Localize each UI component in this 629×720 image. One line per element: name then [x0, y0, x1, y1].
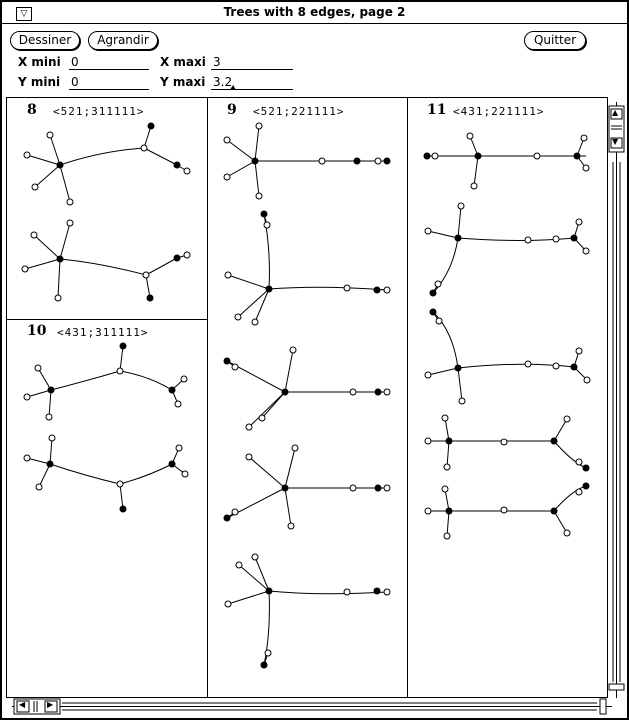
tree-node-open — [49, 435, 55, 441]
tree-node-open — [117, 368, 123, 374]
scroll-right-icon[interactable]: ▶ — [47, 700, 54, 709]
tree-node-open — [288, 523, 294, 529]
tree-node-open — [553, 236, 559, 242]
tree-node-open — [525, 237, 531, 243]
tree-node-filled — [174, 162, 180, 168]
cell-signature: <521;221111> — [253, 105, 345, 118]
cell-number: 8 — [27, 102, 37, 118]
scroll-left-icon[interactable]: ◀ — [19, 700, 26, 709]
tree-node-filled — [583, 465, 589, 471]
tree-node-filled — [120, 343, 126, 349]
tree-node-open — [36, 484, 42, 490]
tree-edge — [255, 289, 269, 322]
enlarge-button[interactable]: Agrandir — [88, 31, 158, 50]
tree-node-open — [576, 459, 582, 465]
tree-node-open — [501, 439, 507, 445]
tree-node-open — [184, 252, 190, 258]
tree-edge — [447, 511, 449, 536]
tree-edge — [255, 557, 269, 591]
tree-edge — [27, 390, 51, 397]
tree-edge — [255, 161, 259, 196]
title-bar — [2, 2, 627, 24]
tree-edge — [51, 371, 120, 390]
tree-node-open — [35, 365, 41, 371]
y-max-label: Y maxi — [160, 75, 206, 89]
tree-node-filled — [224, 358, 230, 364]
tree-edge — [255, 126, 259, 161]
tree-node-filled — [455, 235, 461, 241]
tree-node-open — [553, 363, 559, 369]
tree-edge — [285, 488, 291, 526]
tree-edge — [269, 287, 387, 290]
tree-node-open — [24, 394, 30, 400]
tree-node-open — [32, 184, 38, 190]
tree-edge — [60, 165, 70, 202]
tree-node-open — [471, 183, 477, 189]
tree-node-filled — [430, 309, 436, 315]
tree-node-filled — [266, 286, 272, 292]
tree-edge — [285, 448, 295, 488]
horizontal-scrollbar[interactable] — [12, 698, 612, 715]
tree-node-open — [425, 508, 431, 514]
tree-node-filled — [551, 438, 557, 444]
tree-edge — [554, 419, 567, 441]
tree-node-filled — [571, 364, 577, 370]
tree-edge — [38, 368, 51, 390]
tree-node-open — [46, 414, 52, 420]
tree-node-filled — [455, 365, 461, 371]
cell-number: 10 — [27, 323, 47, 339]
tree-edge — [445, 418, 449, 441]
tree-node-filled — [174, 255, 180, 261]
tree-node-filled — [48, 387, 54, 393]
x-max-input[interactable]: 3 — [211, 55, 293, 70]
tree-edge — [228, 275, 269, 289]
tree-node-filled — [169, 387, 175, 393]
y-max-input[interactable]: 3.2 — [211, 75, 293, 90]
tree-node-filled — [57, 162, 63, 168]
tree-node-filled — [375, 389, 381, 395]
tree-node-open — [442, 415, 448, 421]
tree-edge — [146, 275, 150, 298]
tree-node-open — [290, 347, 296, 353]
tree-node-open — [435, 281, 441, 287]
tree-node-open — [576, 348, 582, 354]
tree-node-open — [176, 445, 182, 451]
tree-node-filled — [261, 211, 267, 217]
tree-node-filled — [147, 295, 153, 301]
tree-node-filled — [446, 508, 452, 514]
tree-edge — [428, 368, 458, 375]
tree-edge — [458, 206, 461, 238]
draw-button[interactable]: Dessiner — [10, 31, 80, 50]
tree-node-open — [256, 123, 262, 129]
tree-edge — [60, 148, 144, 165]
drawing-canvas[interactable] — [6, 97, 608, 698]
tree-edge — [238, 289, 269, 317]
tree-edge — [474, 156, 478, 186]
tree-edge — [120, 371, 172, 390]
tree-node-filled — [148, 123, 154, 129]
tree-node-open — [384, 389, 390, 395]
tree-node-open — [264, 222, 270, 228]
tree-node-open — [256, 193, 262, 199]
tree-node-filled — [57, 256, 63, 262]
vertical-scrollbar[interactable] — [608, 102, 625, 698]
tree-edge — [35, 165, 60, 187]
tree-node-open — [252, 554, 258, 560]
tree-node-filled — [446, 438, 452, 444]
tree-node-open — [459, 398, 465, 404]
cell-number: 9 — [227, 102, 237, 118]
tree-edge — [120, 484, 123, 509]
tree-edge — [39, 464, 50, 487]
tree-node-filled — [574, 153, 580, 159]
tree-node-open — [425, 438, 431, 444]
tree-node-open — [22, 266, 28, 272]
tree-node-open — [55, 295, 61, 301]
scroll-up-icon[interactable]: ▲ — [612, 108, 619, 117]
tree-edge — [239, 565, 269, 591]
tree-edge — [227, 161, 255, 177]
scroll-down-icon[interactable]: ▼ — [612, 137, 619, 146]
x-max-label: X maxi — [160, 55, 206, 69]
tree-drawings — [7, 98, 607, 697]
cell-number: 11 — [427, 102, 447, 118]
tree-edge — [60, 223, 70, 259]
tree-edge — [554, 511, 567, 533]
x-min-label: X mini — [18, 55, 61, 69]
tree-node-open — [24, 152, 30, 158]
tree-node-open — [319, 158, 325, 164]
tree-edge — [458, 368, 462, 401]
tree-node-open — [442, 486, 448, 492]
window-menu-icon: ▽ — [20, 9, 28, 19]
tree-node-open — [384, 287, 390, 293]
tree-edge — [50, 135, 60, 165]
tree-node-open — [67, 220, 73, 226]
tree-node-open — [384, 589, 390, 595]
tree-node-open — [182, 471, 188, 477]
cell-signature: <521;311111> — [53, 105, 145, 118]
tree-node-filled — [374, 287, 380, 293]
tree-node-open — [564, 530, 570, 536]
tree-node-filled — [120, 506, 126, 512]
tree-edge — [249, 457, 285, 488]
tree-node-open — [525, 361, 531, 367]
tree-node-open — [252, 319, 258, 325]
tree-node-open — [117, 481, 123, 487]
tree-node-filled — [374, 588, 380, 594]
tree-node-open — [232, 509, 238, 515]
tree-node-filled — [424, 153, 430, 159]
tree-node-filled — [551, 508, 557, 514]
tree-node-open — [344, 589, 350, 595]
tree-node-open — [467, 133, 473, 139]
tree-node-filled — [282, 485, 288, 491]
cell-signature: <431;311111> — [57, 326, 149, 339]
x-min-input[interactable]: 0 — [69, 55, 149, 70]
tree-edge — [262, 392, 285, 418]
tree-node-filled — [571, 235, 577, 241]
tree-node-open — [292, 445, 298, 451]
y-min-label: Y mini — [18, 75, 61, 89]
tree-edge — [228, 591, 269, 604]
tree-node-open — [246, 424, 252, 430]
window-title: Trees with 8 edges, page 2 — [223, 5, 406, 19]
tree-node-open — [181, 376, 187, 382]
tree-node-open — [436, 318, 442, 324]
tree-edge — [120, 464, 172, 484]
tree-node-filled — [282, 389, 288, 395]
tree-node-open — [175, 401, 181, 407]
tree-edge — [50, 464, 120, 484]
tree-node-open — [235, 314, 241, 320]
tree-node-open — [564, 416, 570, 422]
tree-edge — [34, 235, 60, 259]
tree-edge — [49, 390, 51, 417]
tree-node-open — [576, 489, 582, 495]
tree-node-open — [236, 562, 242, 568]
tree-node-open — [350, 389, 356, 395]
tree-node-filled — [261, 662, 267, 668]
tree-node-open — [246, 454, 252, 460]
tree-node-open — [425, 228, 431, 234]
tree-node-open — [225, 272, 231, 278]
tree-edge — [249, 392, 285, 427]
tree-node-open — [225, 601, 231, 607]
tree-node-open — [384, 485, 390, 491]
tree-node-open — [425, 372, 431, 378]
tree-node-open — [350, 485, 356, 491]
tree-edge — [120, 346, 123, 371]
tree-node-filled — [224, 515, 230, 521]
tree-node-filled — [47, 461, 53, 467]
tree-node-filled — [583, 483, 589, 489]
tree-edge — [144, 148, 177, 165]
tree-node-open — [458, 203, 464, 209]
tree-node-open — [141, 145, 147, 151]
tree-node-open — [259, 415, 265, 421]
tree-node-open — [24, 455, 30, 461]
tree-node-filled — [384, 158, 390, 164]
tree-node-open — [184, 168, 190, 174]
tree-node-open — [143, 272, 149, 278]
tree-node-open — [375, 158, 381, 164]
tree-node-filled — [266, 588, 272, 594]
tree-node-open — [432, 153, 438, 159]
tree-edge — [58, 259, 60, 298]
tree-edge — [269, 591, 387, 594]
tree-edge — [27, 155, 60, 165]
tree-edge — [146, 258, 177, 275]
tree-node-open — [47, 132, 53, 138]
tree-node-open — [232, 364, 238, 370]
tree-edge — [25, 259, 60, 269]
tree-node-filled — [252, 158, 258, 164]
tree-node-open — [265, 650, 271, 656]
tree-node-open — [344, 285, 350, 291]
tree-edge — [447, 441, 449, 467]
tree-node-filled — [375, 485, 381, 491]
tree-edge — [27, 458, 50, 464]
tree-node-open — [444, 533, 450, 539]
tree-node-open — [583, 165, 589, 171]
quit-button[interactable]: Quitter — [524, 31, 586, 50]
tree-node-open — [581, 135, 587, 141]
tree-node-open — [501, 507, 507, 513]
tree-node-filled — [430, 290, 436, 296]
tree-edge — [227, 140, 255, 161]
tree-node-open — [576, 219, 582, 225]
cell-signature: <431;221111> — [453, 105, 545, 118]
tree-node-open — [584, 377, 590, 383]
tree-node-open — [31, 232, 37, 238]
tree-edge — [60, 259, 146, 275]
tree-node-open — [224, 137, 230, 143]
tree-node-open — [67, 199, 73, 205]
tree-node-open — [534, 153, 540, 159]
y-min-input[interactable]: 0 — [69, 75, 149, 90]
tree-node-filled — [354, 158, 360, 164]
tree-edge — [50, 438, 52, 464]
tree-node-open — [583, 248, 589, 254]
text-caret-icon — [230, 85, 236, 90]
tree-node-filled — [169, 461, 175, 467]
tree-edge — [428, 231, 458, 238]
tree-node-open — [444, 464, 450, 470]
tree-edge — [285, 350, 293, 392]
tree-node-open — [224, 174, 230, 180]
tree-node-filled — [475, 153, 481, 159]
